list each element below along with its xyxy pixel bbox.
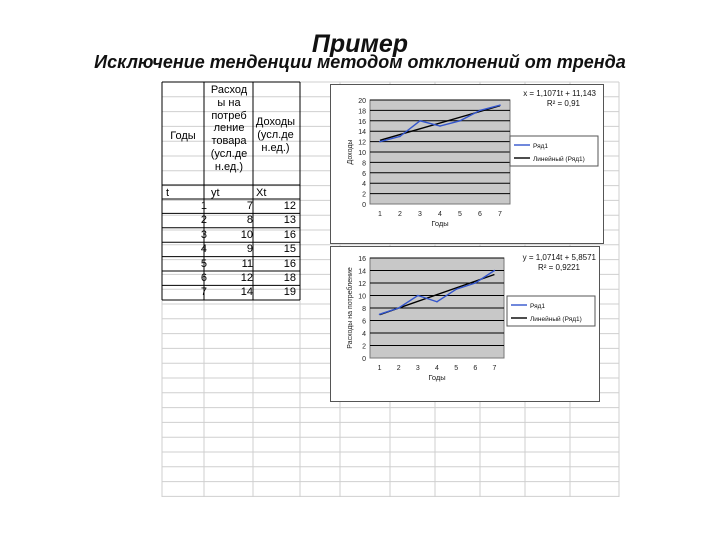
y-tick-label: 8 — [362, 306, 366, 313]
row-income-cell: 12 — [283, 200, 296, 212]
row-consumption-cell: 8 — [246, 214, 253, 227]
y-tick-label: 4 — [362, 181, 366, 189]
row-consumption-cell: 11 — [241, 257, 253, 270]
x-tick-label: 7 — [498, 211, 502, 218]
row-income-cell: 18 — [283, 272, 296, 284]
x-tick-label: 4 — [435, 365, 439, 372]
x-tick-label: 7 — [492, 365, 497, 372]
header-yt: yt — [211, 187, 220, 199]
row-year-cell: 3 — [200, 228, 207, 241]
row-consumption-cell: 9 — [246, 243, 253, 256]
slide-title: Пример — [311, 30, 409, 58]
row-year-cell: 4 — [200, 243, 207, 256]
y-tick-label: 16 — [358, 256, 366, 263]
y-tick-label: 4 — [362, 331, 366, 338]
row-year-cell: 2 — [200, 214, 207, 227]
y-tick-label: 14 — [358, 268, 366, 276]
legend-label-series: Ряд1 — [533, 143, 549, 150]
y-tick-label: 20 — [358, 98, 366, 105]
data-point — [436, 301, 438, 303]
row-consumption-cell: 10 — [240, 228, 253, 241]
legend-label-trend: Линейный (Ряд1) — [530, 316, 582, 323]
trend-equation: x = 1,1071t + 11,143 — [523, 89, 596, 98]
row-consumption-cell: 14 — [240, 286, 253, 299]
data-point — [379, 313, 381, 315]
y-tick-label: 0 — [362, 356, 366, 363]
row-income-cell: 13 — [283, 214, 296, 227]
chart-consumption — [330, 246, 600, 402]
x-tick-label: 6 — [473, 365, 478, 372]
y-tick-label: 14 — [358, 129, 366, 137]
data-point — [439, 125, 441, 127]
data-point — [419, 120, 421, 122]
row-income-cell: 16 — [283, 257, 296, 270]
r-squared: R² = 0,91 — [546, 99, 580, 108]
y-tick-label: 6 — [362, 170, 366, 178]
row-year-cell: 5 — [200, 257, 207, 270]
y-tick-label: 8 — [362, 160, 366, 168]
y-tick-label: 10 — [358, 150, 366, 157]
data-point — [417, 295, 419, 297]
row-year-cell: 6 — [200, 272, 207, 284]
data-point — [499, 104, 501, 106]
x-tick-label: 3 — [418, 211, 422, 218]
x-tick-label: 1 — [377, 365, 382, 372]
header-consumption: Расход ы на потреб ление товара (усл.де н.ед.) — [210, 84, 248, 173]
data-point — [455, 288, 457, 290]
row-consumption-cell: 7 — [246, 200, 253, 212]
y-tick-label: 10 — [358, 293, 366, 301]
row-consumption-cell: 12 — [240, 272, 253, 284]
trend-equation: y = 1,0714t + 5,8571 — [522, 253, 596, 262]
chart-income — [330, 84, 604, 244]
y-axis-label: Доходы — [347, 139, 354, 165]
x-tick-label: 4 — [438, 211, 442, 218]
header-xt: Xt — [256, 187, 267, 199]
x-tick-label: 5 — [458, 211, 462, 218]
data-point — [494, 270, 496, 272]
x-tick-label: 2 — [396, 365, 401, 372]
y-tick-label: 12 — [358, 281, 366, 288]
data-point — [474, 282, 476, 284]
data-point — [459, 120, 461, 122]
x-tick-label: 3 — [415, 365, 420, 372]
data-point — [399, 136, 401, 138]
header-t: t — [166, 187, 170, 199]
row-year-cell: 1 — [200, 200, 207, 212]
header-years: Годы — [170, 130, 196, 142]
row-income-cell: 15 — [283, 243, 296, 256]
y-tick-label: 6 — [362, 318, 366, 326]
y-tick-label: 2 — [362, 191, 366, 199]
data-point — [379, 141, 381, 143]
x-tick-label: 1 — [378, 211, 382, 218]
row-year-cell: 7 — [200, 286, 207, 299]
x-tick-label: 6 — [478, 211, 482, 218]
x-axis-label: Годы — [428, 373, 446, 382]
legend-label-trend: Линейный (Ряд1) — [533, 156, 585, 163]
data-point — [398, 307, 400, 309]
y-tick-label: 0 — [362, 202, 366, 209]
slide-subtitle: Исключение тенденции методом отклонений от тренда — [94, 52, 626, 72]
x-tick-label: 2 — [398, 211, 402, 218]
row-income-cell: 19 — [283, 286, 296, 299]
legend-label-series: Ряд1 — [530, 303, 546, 310]
r-squared: R² = 0,9221 — [537, 263, 580, 272]
y-tick-label: 18 — [358, 108, 366, 116]
data-point — [479, 110, 481, 112]
y-tick-label: 12 — [358, 139, 366, 147]
y-tick-label: 2 — [362, 343, 366, 351]
x-axis-label: Годы — [431, 219, 449, 228]
header-income: Доходы (усл.де н.ед.) — [255, 116, 296, 154]
y-tick-label: 16 — [358, 118, 366, 126]
y-axis-label: Расходы на потребление — [347, 267, 354, 349]
x-tick-label: 5 — [454, 365, 459, 372]
row-income-cell: 16 — [283, 228, 296, 241]
